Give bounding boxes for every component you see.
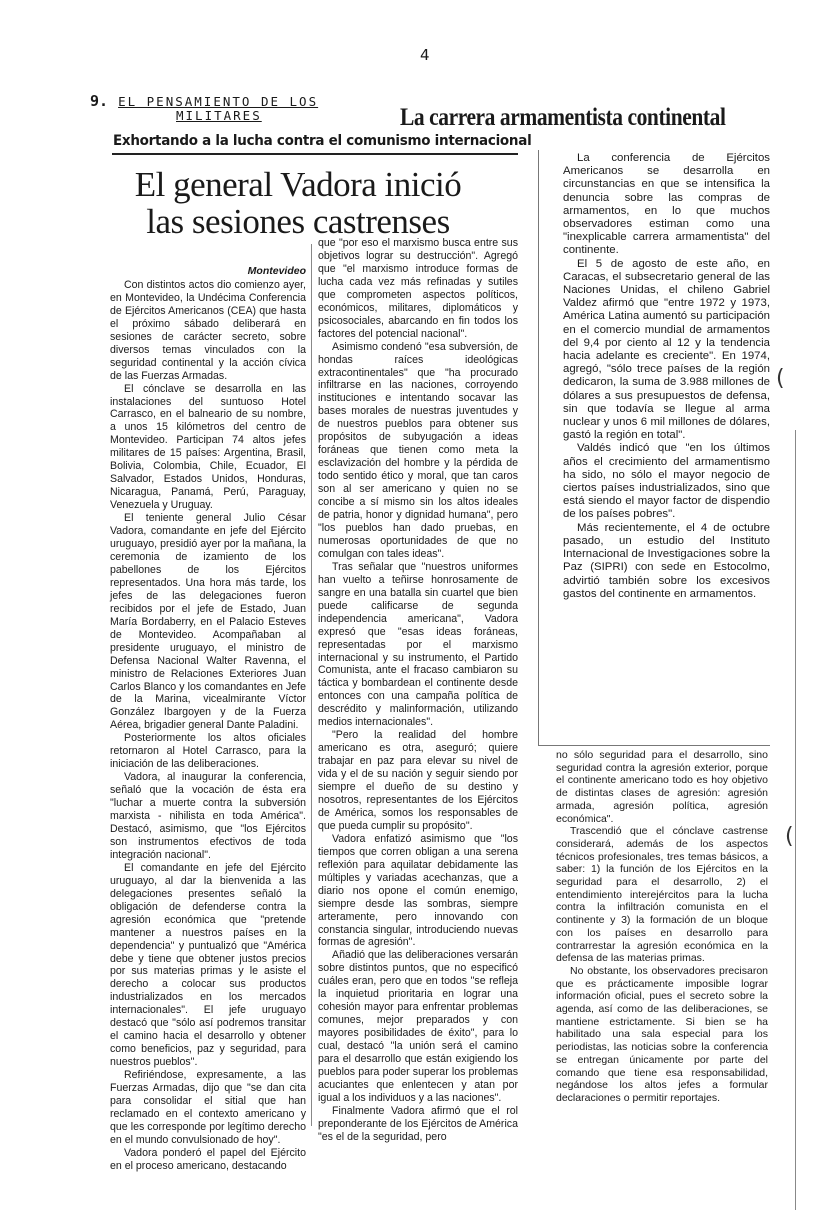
article-column-2: [318, 237, 518, 1144]
margin-mark: (: [776, 366, 785, 391]
dateline: Montevideo: [247, 265, 306, 277]
sidebar-box-left-rule: [538, 150, 539, 746]
article-column-4: [556, 749, 768, 1105]
paragraph: Asimismo condenó "esa subversión, de hondas raíces ideológicas extracontinentales" que "ha procurado infiltrarse en las naciones, corroyendo instituciones e intentando socavar las bases morales de nuestras juventudes y de nuestros pueblos para obtener sus propósitos de subyugación a ideas foráneas que tienen como meta la esclavización del hombre y la pérdida de todo sentido ético y moral, que tan caros son al ser americano y quien no se concibe a sí mismo sin los altos ideales de patria, honor y dignidad humana", pero "los pueblos han dado pruebas, en numerosas oportunidades de que no comulgan con tales ideas".: [318, 340, 518, 560]
page-number: 4: [420, 46, 430, 64]
paragraph: "Pero la realidad del hombre americano es otra, aseguró; quiere trabajar en paz para elevar su nivel de vida y el de su nación y seguir siendo por siempre el dueño de su destino y nosotros, representantes de los Ejércitos de América, somos los responsables de que pueda cumplir su propósito".: [318, 729, 518, 832]
sidebar-box-bottom-rule: [538, 745, 770, 746]
section-label: [90, 94, 350, 123]
column-divider: [311, 244, 312, 1126]
sidebar-column: [563, 152, 770, 601]
margin-mark: (: [785, 824, 794, 849]
paragraph: Finalmente Vadora afirmó que el rol preponderante de los Ejércitos de América "es el de la seguridad, pero: [318, 1104, 518, 1143]
paragraph: no sólo seguridad para el desarrollo, sino seguridad contra la agresión exterior, porque el continente americano todo es hoy objetivo de distintas clases de agresión: agresión armada, agresión política, agresión económica".: [556, 749, 768, 825]
paragraph: Valdés indicó que "en los últimos años el crecimiento del armamentismo ha sido, no sólo el mayor negocio de ciertos países industrializados, sino que está siendo el mayor factor de dispendio de los países pobres".: [563, 442, 770, 521]
paragraph: La conferencia de Ejércitos Americanos se desarrolla en circunstancias en que se intensifica la denuncia sobre las compras de armamentos, en lo que muchos observadores estiman como una "inexplicable carrera armamentista" del continente.: [563, 152, 770, 257]
article-column-1: [110, 265, 306, 1173]
paragraph: Refiriéndose, expresamente, a las Fuerzas Armadas, dijo que "se dan cita para consolidar el sitial que han reclamado en el contexto americano y que les corresponde por legítimo derecho en el mundo convulsionado de hoy".: [110, 1069, 306, 1146]
paragraph: El 5 de agosto de este año, en Caracas, el subsecretario general de las Naciones Unidas, el chileno Gabriel Valdez afirmó que "entre 1972 y 1973, América Latina aumentó su participación en el comercio mundial de armamentos del 9,4 por ciento al 12 y la tendencia hacia adelante es creciente". En 1974, agregó, "sólo trece países de la región dedicaron, la suma de 3.988 millones de dólares a sus presupuestos de defensa, sin que todavía se llegue al arma nuclear y unos 6 mil millones de dólares, gastó la región en total".: [563, 257, 770, 442]
headline: El general Vadora inició las sesiones castrenses: [134, 165, 462, 241]
paragraph: Vadora, al inaugurar la conferencia, señaló que la vocación de ésta era "luchar a muerte contra la subversión marxista - nihilista en toda América". Destacó, asimismo, que "los Ejércitos son instrumentos efectivos de toda integración nacional".: [110, 771, 306, 861]
section-number: 9.: [90, 92, 109, 110]
series-title: La carrera armamentista continental: [400, 104, 726, 131]
margin-line: [795, 430, 796, 1210]
section-label-line1: EL PENSAMIENTO DE LOS: [118, 94, 319, 109]
paragraph: No obstante, los observadores precisaron que es prácticamente imposible lograr información oficial, pues el secreto sobre la agenda, así como de las deliberaciones, se mantiene estrictamente. Si bien se ha habilitado una sala especial para los periodistas, las noticias sobre la conferencia se entregan únicamente por parte del comando que tiene esa responsabilidad, negándose los altos jefes a formular declaraciones o permitir reportajes.: [556, 964, 768, 1104]
kicker: Exhortando a la lucha contra el comunismo internacional: [113, 133, 532, 149]
paragraph: Posteriormente los altos oficiales retornaron al Hotel Carrasco, para la iniciación de las deliberaciones.: [110, 732, 306, 771]
paragraph: Más recientemente, el 4 de octubre pasado, un estudio del Instituto Internacional de Investigaciones sobre la Paz (SIPRI) con sede en Estocolmo, advirtió también sobre los excesivos gastos del continente en armamentos.: [563, 521, 770, 600]
paragraph: Vadora enfatizó asimismo que "los tiempos que corren obligan a una serena reflexión para aquilatar debidamente las múltiples y variadas acechanzas, que a diario nos opone el común enemigo, siempre desde las sombras, siempre arteramente, pero innovando con constancia singular, introduciendo nuevas formas de agresión".: [318, 832, 518, 949]
kicker-underline: [112, 153, 518, 155]
paragraph: Vadora ponderó el papel del Ejército en el proceso americano, destacando: [110, 1146, 306, 1172]
paragraph: Añadió que las deliberaciones versarán sobre distintos puntos, que no especificó cuáles eran, pero que en todos "se refleja la inquietud prioritaria en lograr una cohesión mayor para enfrentar problemas comunes, mejor preparados y con mayores posibilidades de éxito", para lo cual, destacó "la unión será el camino para el desarrollo que están exigiendo los pueblos para poder superar los problemas acuciantes que enlentecen y atan por igual a los individuos y a las naciones".: [318, 949, 518, 1104]
paragraph: El cónclave se desarrolla en las instalaciones del suntuoso Hotel Carrasco, en el balneario de su nombre, a unos 15 kilómetros del centro de Montevideo. Participan 74 altos jefes militares de 15 países: Argentina, Brasil, Bolivia, Colombia, Chile, Ecuador, El Salvador, Estados Unidos, Honduras, Nicaragua, Panamá, Perú, Paraguay, Venezuela y Uruguay.: [110, 382, 306, 512]
paragraph: que "por eso el marxismo busca entre sus objetivos lograr su destrucción". Agregó que "el marxismo introduce formas de lucha cada vez más refinadas y sutiles que comprometen aspectos políticos, económicos, militares, diplomáticos y psicosociales, abarcando en fin todos los factores del potencial nacional".: [318, 237, 518, 340]
paragraph: Con distintos actos dio comienzo ayer, en Montevideo, la Undécima Conferencia de Ejércitos Americanos (CEA) que hasta el próximo sábado deliberará en sesiones de carácter secreto, sobre diversos temas vinculados con la seguridad continental y la acción cívica de las Fuerzas Armadas.: [110, 278, 306, 382]
paragraph: El comandante en jefe del Ejército uruguayo, al dar la bienvenida a las delegaciones presentes señaló la obligación de defenderse contra la agresión económica que "pretende mantener a nuestros países en la dependencia" y puntualizó que "América debe y tiene que obtener justos precios por sus materias primas y le asiste el derecho a colocar sus productos industrializados en los mercados internacionales". El jefe uruguayo destacó que "sólo así podremos transitar el camino hacia el desarrollo y obtener como beneficios, paz y seguridad, para nuestros pueblos".: [110, 861, 306, 1069]
paragraph: Trascendió que el cónclave castrense considerará, además de los aspectos técnicos profesionales, tres temas básicos, a saber: 1) la función de los Ejércitos en la seguridad para el desarrollo, 2) el entendimiento interejércitos para la lucha contra la infiltración comunista en el continente y 3) la formación de un bloque con los países en desarrollo para contrarrestar la agresión económica en la defensa de las materias primas.: [556, 825, 768, 965]
paragraph: El teniente general Julio César Vadora, comandante en jefe del Ejército uruguayo, presidió ayer por la mañana, la ceremonia de izamiento de los pabellones de los Ejércitos representados. Una hora más tarde, los jefes de las delegaciones fueron recibidos por el jefe de Estado, Juan María Bordaberry, en el Palacio Esteves de Montevideo. Acompañaban al presidente uruguayo, el ministro de Defensa Nacional Walter Ravenna, el ministro de Relaciones Exteriores Juan Carlos Blanco y los comandantes en Jefe de la Marina, vicealmirante Víctor González Ibargoyen y de la Fuerza Aérea, brigadier general Dante Paladini.: [110, 512, 306, 732]
section-label-line2: MILITARES: [176, 108, 262, 123]
paragraph: Tras señalar que "nuestros uniformes han vuelto a teñirse honrosamente de sangre en una batalla sin cuartel que bien puede calificarse de segunda independencia americana", Vadora expresó que "esas ideas foráneas, representadas por el marxismo internacional y su instrumento, el Partido Comunista, ante el fracaso cambiaron su táctica y bombardean el continente desde entonces con una campaña política de descrédito y malinformación, utilizando medios internacionales".: [318, 560, 518, 729]
